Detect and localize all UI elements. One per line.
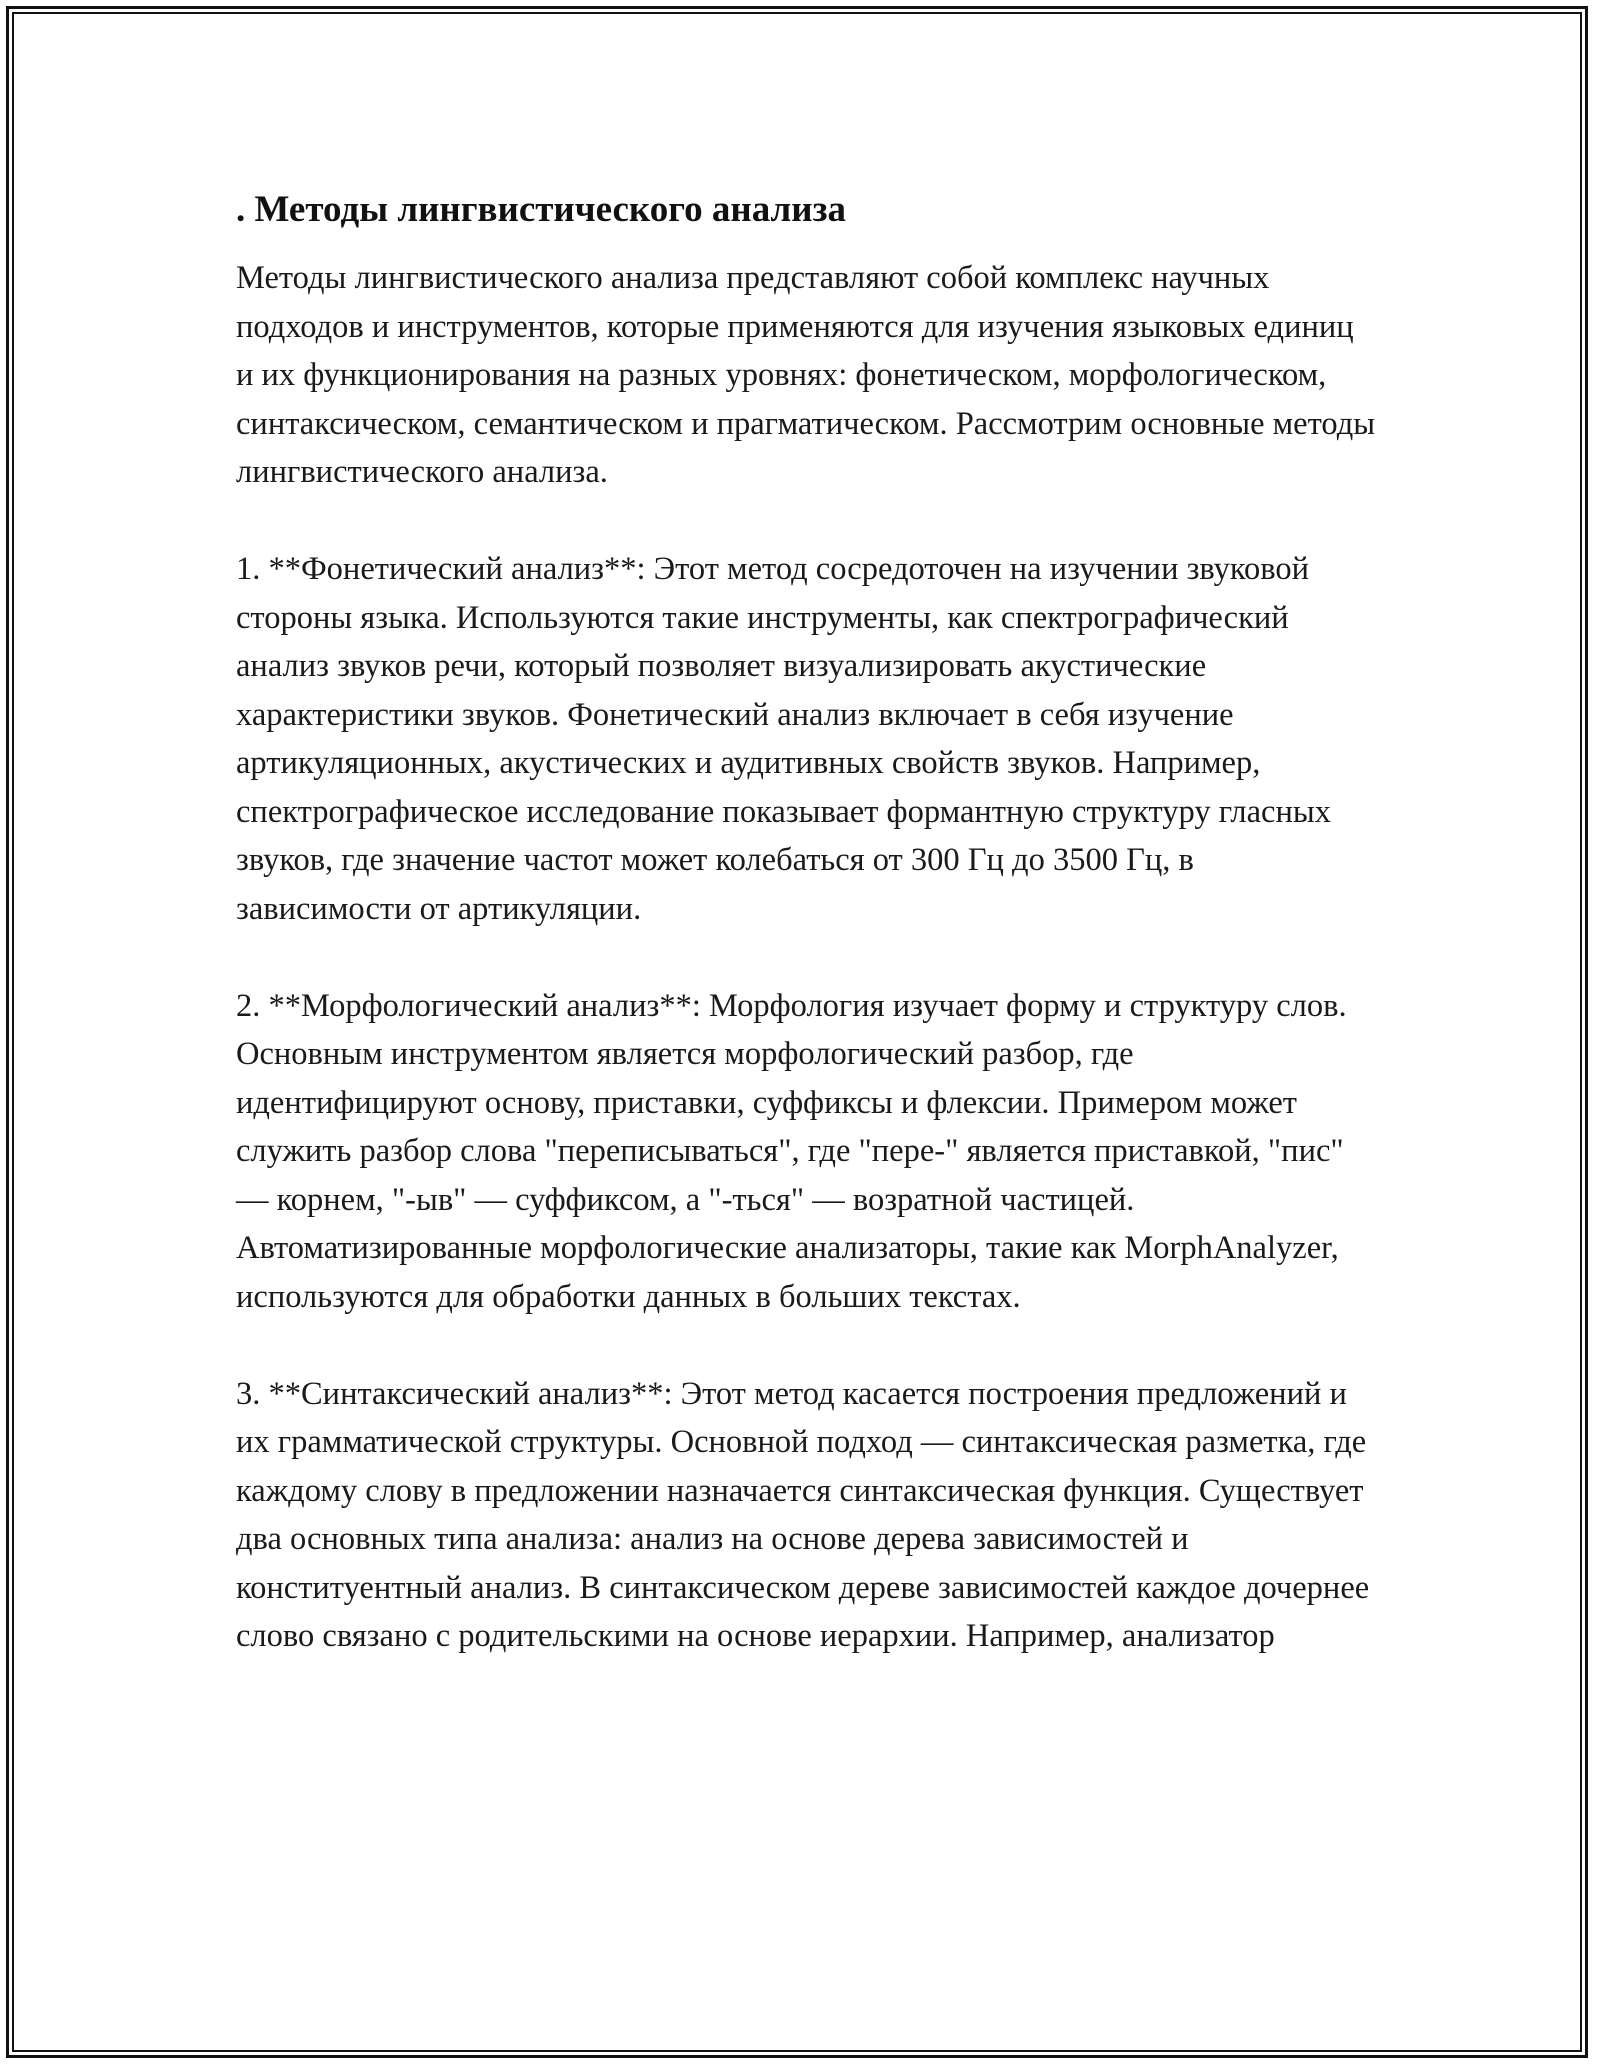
document-title: . Методы лингвистического анализа [236, 189, 846, 230]
document-body [236, 186, 1376, 1661]
paragraph-intro: Методы лингвистического анализа представляют собой комплекс научных подходов и инструментов, которые применяются для изучения языковых единиц и их функционирования на разных уровнях: фонетическом, морфологическом, синтаксическом, семантическом и прагматическом. Рассмотрим основные методы лингвистического анализа. [236, 260, 1376, 490]
paragraph-phonetic-analysis: 1. **Фонетический анализ**: Этот метод сосредоточен на изучении звуковой стороны языка. Используются такие инструменты, как спектрографический анализ звуков речи, который позволяет визуализировать акустические характеристики звуков. Фонетический анализ включает в себя изучение артикуляционных, акустических и аудитивных свойств звуков. Например, спектрографическое исследование показывает формантную структуру гласных звуков, где значение частот может колебаться от 300 Гц до 3500 Гц, в зависимости от артикуляции. [236, 551, 1331, 927]
paragraph-syntactic-analysis: 3. **Синтаксический анализ**: Этот метод касается построения предложений и их грамматической структуры. Основной подход — синтаксическая разметка, где каждому слову в предложении назначается синтаксическая функция. Существует два основных типа анализа: анализ на основе дерева зависимостей и конституентный анализ. В синтаксическом дереве зависимостей каждое дочернее слово связано с родительскими на основе иерархии. Например, анализатор [236, 1375, 1370, 1654]
paragraph-morphological-analysis: 2. **Морфологический анализ**: Морфология изучает форму и структуру слов. Основным инструментом является морфологический разбор, где идентифицируют основу, приставки, суффиксы и флексии. Примером может служить разбор слова "переписываться", где "пере-" является приставкой, "пис" — корнем, "-ыв" — суффиксом, а "-ться" — возратной частицей. Автоматизированные морфологические анализаторы, такие как MorphAnalyzer, используются для обработки данных в больших текстах. [236, 987, 1347, 1315]
